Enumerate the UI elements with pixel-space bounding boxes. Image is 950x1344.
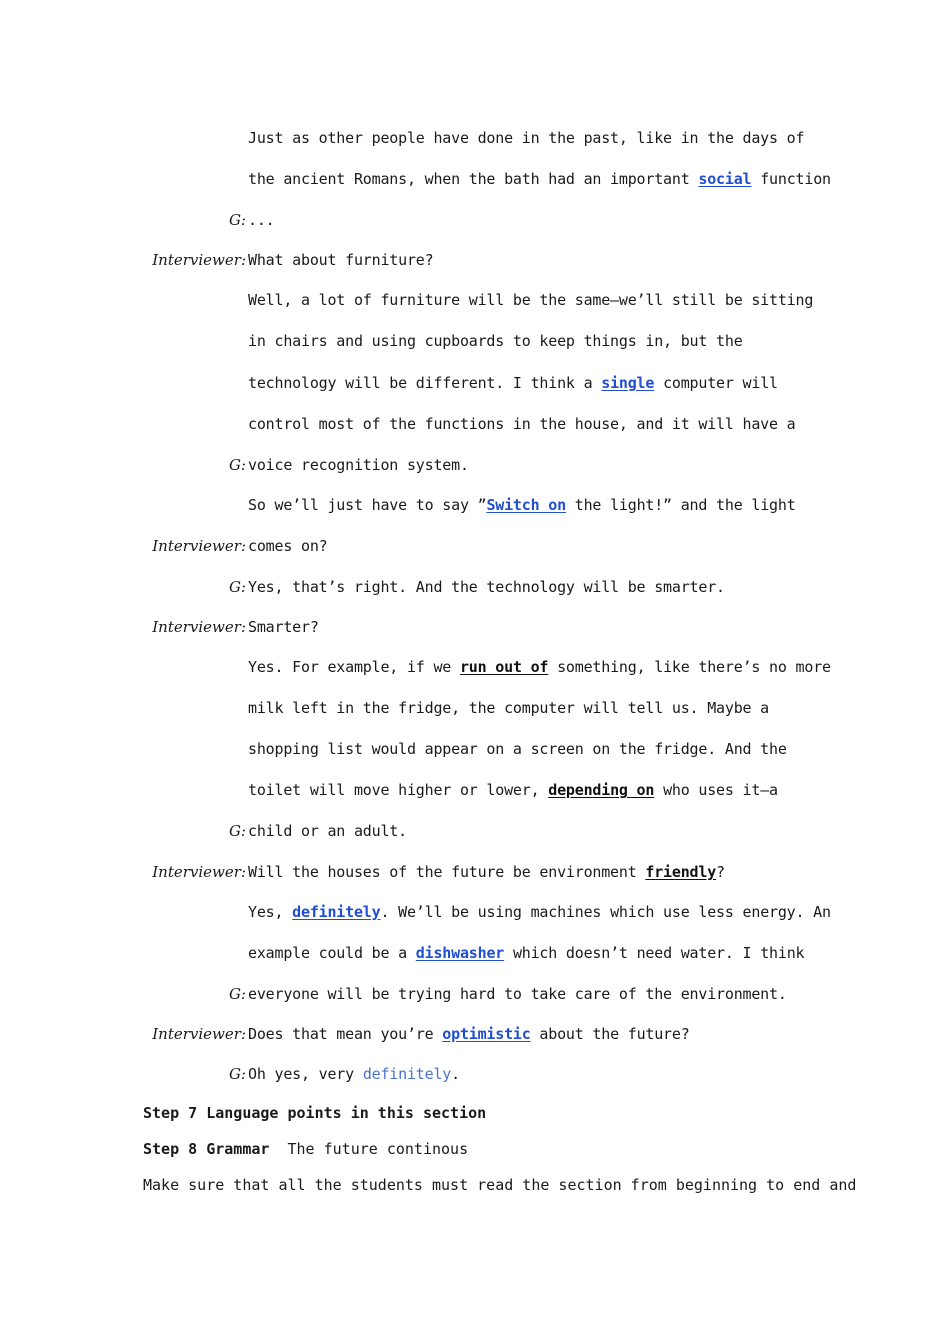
dialogue-line — [248, 128, 804, 148]
line-text: the ancient Romans, when the bath had an important — [248, 170, 699, 188]
line-text: child or an adult. — [248, 822, 407, 840]
dialogue-line — [248, 739, 787, 759]
step-title: Step 8 Grammar — [143, 1140, 270, 1158]
line-text: Yes, that’s right. And the technology will be smarter. — [248, 578, 725, 596]
line-text: computer will — [654, 374, 778, 392]
line-text: which doesn’t need water. I think — [504, 944, 805, 962]
speaker-label: Interviewer: — [152, 251, 246, 269]
dialogue-line — [248, 577, 725, 597]
step-title: Step 7 Language points in this section — [143, 1104, 487, 1122]
line-text: example could be a — [248, 944, 416, 962]
line-text: function — [751, 170, 831, 188]
dialogue-line — [248, 210, 275, 230]
dialogue-line — [248, 617, 319, 637]
line-text: who uses it—a — [654, 781, 778, 799]
line-text: Yes. For example, if we — [248, 658, 460, 676]
line-text: shopping list would appear on a screen on the fridge. And the — [248, 740, 787, 758]
dialogue-line — [248, 821, 407, 841]
dialogue-line — [248, 455, 469, 475]
line-text: What about furniture? — [248, 251, 434, 269]
speaker-label: Interviewer: — [152, 537, 246, 555]
keyword-link[interactable]: single — [601, 374, 655, 392]
line-text: . — [451, 1065, 460, 1083]
dialogue-line — [248, 536, 327, 556]
keyword-link[interactable]: optimistic — [442, 1025, 531, 1043]
line-text: toilet will move higher or lower, — [248, 781, 549, 799]
line-text: So we’ll just have to say ” — [248, 496, 487, 514]
line-text: Yes, — [248, 903, 293, 921]
line-text: ... — [248, 211, 275, 229]
speaker-label: Interviewer: — [152, 863, 246, 881]
speaker-label: Interviewer: — [152, 618, 246, 636]
line-text: in chairs and using cupboards to keep things in, but the — [248, 332, 743, 350]
line-text: milk left in the fridge, the computer will tell us. Maybe a — [248, 699, 770, 717]
dialogue-line — [248, 657, 831, 677]
line-text: Just as other people have done in the past, like in the days of — [248, 129, 805, 147]
keyword-phrase: run out of — [459, 658, 549, 676]
line-text: control most of the functions in the house, and it will have a — [248, 415, 796, 433]
dialogue-line — [248, 495, 796, 515]
line-text: voice recognition system. — [248, 456, 469, 474]
dialogue-line — [248, 169, 831, 189]
line-text: ? — [716, 863, 725, 881]
dialogue-line — [248, 250, 433, 270]
line-text: Smarter? — [248, 618, 319, 636]
dialogue-line — [248, 1024, 690, 1044]
line-text: about the future? — [530, 1025, 690, 1043]
keyword-link[interactable]: definitely — [362, 1065, 452, 1083]
line-text: the light!” and the light — [565, 496, 796, 514]
speaker-label: G: — [228, 1065, 246, 1083]
dialogue-line — [248, 414, 796, 434]
dialogue-line — [248, 373, 778, 393]
dialogue-line — [248, 331, 743, 351]
dialogue-line — [248, 698, 769, 718]
dialogue-line — [248, 290, 813, 310]
keyword-phrase: depending on — [548, 781, 655, 799]
keyword-link[interactable]: social — [698, 170, 752, 188]
keyword-link[interactable]: dishwasher — [415, 944, 505, 962]
speaker-label: G: — [228, 456, 246, 474]
dialogue-line — [248, 1064, 460, 1084]
line-text: everyone will be trying hard to take care of the environment. — [248, 985, 787, 1003]
keyword-link[interactable]: Switch on — [486, 496, 566, 514]
line-text: Does that mean you’re — [248, 1025, 443, 1043]
line-text: technology will be different. I think a — [248, 374, 602, 392]
line-text: Oh yes, very — [248, 1065, 363, 1083]
step-subtitle: The future continous — [269, 1140, 469, 1158]
dialogue-line — [248, 862, 725, 882]
keyword-phrase: friendly — [645, 863, 717, 881]
keyword-link[interactable]: definitely — [292, 903, 381, 921]
line-text: Well, a lot of furniture will be the same—we’ll still be sitting — [248, 291, 814, 309]
step-heading — [143, 1139, 468, 1159]
speaker-label: G: — [228, 211, 246, 229]
line-text: comes on? — [248, 537, 328, 555]
dialogue-line — [248, 984, 787, 1004]
paragraph: Make sure that all the students must read the section from beginning to end and — [143, 1176, 857, 1194]
dialogue-line — [248, 902, 831, 922]
dialogue-line — [248, 780, 778, 800]
speaker-label: G: — [228, 822, 246, 840]
speaker-label: G: — [228, 578, 246, 596]
line-text: something, like there’s no more — [548, 658, 831, 676]
line-text: Will the houses of the future be environment — [248, 863, 646, 881]
speaker-label: G: — [228, 985, 246, 1003]
step-heading — [143, 1103, 486, 1123]
line-text: . We’ll be using machines which use less energy. An — [380, 903, 831, 921]
speaker-label: Interviewer: — [152, 1025, 246, 1043]
dialogue-line — [248, 943, 804, 963]
